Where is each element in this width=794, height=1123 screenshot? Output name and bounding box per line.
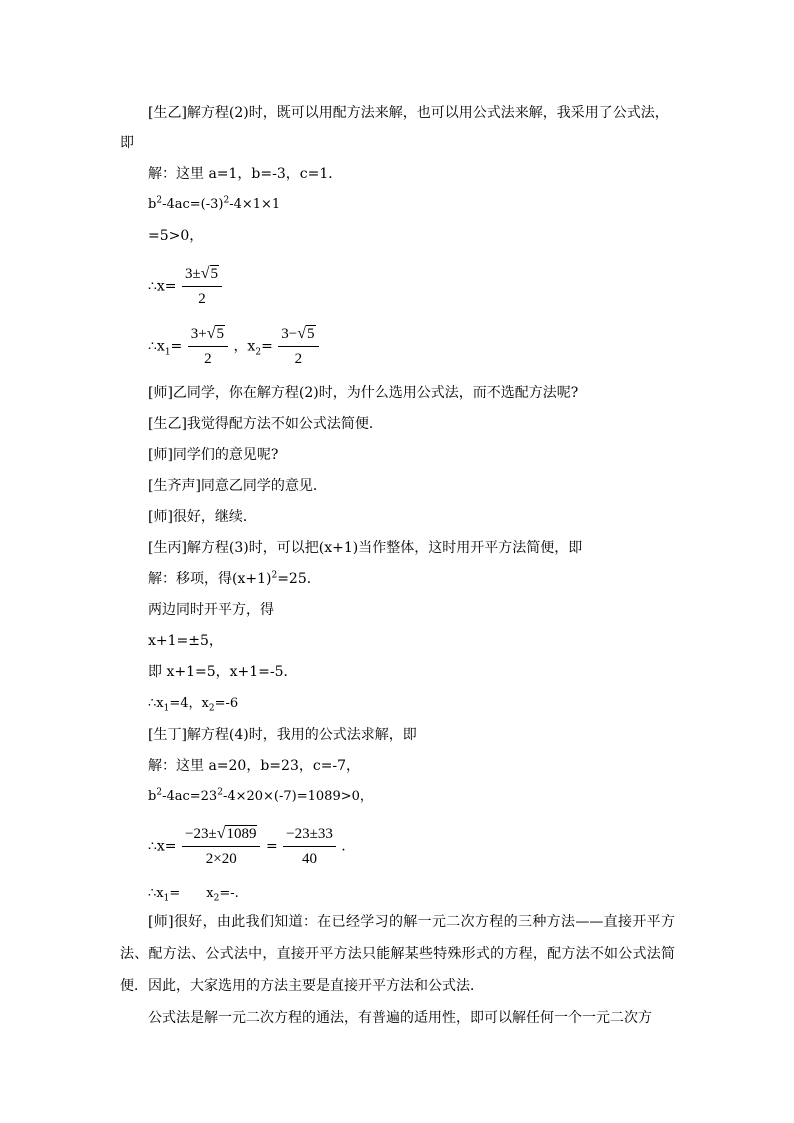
sqrt-symbol: √5 bbox=[200, 265, 219, 282]
fraction: $\frac{3\pm√5}{2}$ bbox=[182, 264, 222, 309]
paragraph: 公式法是解一元二次方程的通法，有普遍的适用性，即可以解任何一个一元二次方 bbox=[148, 1010, 652, 1026]
equation-line: 解：移项，得$(x+1)^2=25$． bbox=[148, 570, 321, 587]
equation-line: $\therefore x_1=$ $x_2=-$. bbox=[148, 886, 239, 904]
text-line: [生齐声]同意乙同学的意见． bbox=[148, 478, 327, 494]
fraction: $\frac{3-√5}{2}$ bbox=[278, 324, 318, 369]
equation-line: $b^2-4ac=(-3)^2-4\times 1\times 1$ bbox=[148, 195, 281, 212]
equation-line: $b^2-4ac=23^2-4\times 20\times(-7)=1089>0$， bbox=[148, 787, 373, 804]
text-line: [生乙]我觉得配方法不如公式法简便． bbox=[148, 416, 383, 432]
text-line: [生丁]解方程(4)时，我用的公式法求解，即 bbox=[148, 727, 417, 743]
text-line: [生乙]解方程(2)时，既可以用配方法来解，也可以用公式法来解，我采用了公式法， bbox=[148, 105, 669, 121]
text-line: [师]很好，继续． bbox=[148, 509, 257, 525]
text-line: [生丙]解方程(3)时，可以把(x+1)当作整体，这时用开平方法简便，即 bbox=[148, 540, 583, 556]
fraction: $\frac{-23\pm√1089}{2\times 20}$ bbox=[182, 824, 260, 869]
text-line: 解：这里 a=1，b=-3，c=1． bbox=[148, 166, 343, 182]
text-line: 即 bbox=[120, 135, 134, 151]
equation-line: =5>0， bbox=[148, 228, 204, 244]
paragraph: [师]很好，由此我们知道：在已经学习的解一元二次方程的三种方法——直接开平方法、配方法、公式法中，直接开平方法只能解某些特殊形式的方程，配方法不如公式法简便．因此，大家选用的方法主要是直接开平方法和公式法． bbox=[120, 914, 675, 994]
equation-line: $\therefore x_1=4$，$x_2=-6$ bbox=[148, 696, 239, 714]
fraction-equation: ∴x= $\frac{3\pm√5}{2}$ bbox=[148, 264, 223, 309]
text-line: 两边同时开平方，得 bbox=[148, 602, 274, 618]
text-line: [师]乙同学，你在解方程(2)时，为什么选用公式法，而不选配方法呢? bbox=[148, 385, 579, 401]
fraction: $\frac{3+√5}{2}$ bbox=[188, 324, 228, 369]
equation-line: 解：这里 a=20，b=23，c=-7， bbox=[148, 758, 361, 774]
fraction-equation: $\therefore x_1=$ $\frac{3+√5}{2}$ ，$x_2=$ $\frac{3-√5}{2}$ bbox=[148, 324, 320, 369]
fraction: $\frac{-23\pm 33}{40}$ bbox=[283, 824, 336, 869]
fraction-equation: ∴x= $\frac{-23\pm√1089}{2\times 20}$ = $\frac{-23\pm 33}{40}$ . bbox=[148, 825, 346, 867]
equation-line: x+1=±5， bbox=[148, 633, 223, 649]
text-line: [师]同学们的意见呢? bbox=[148, 447, 279, 463]
equation-line: 即 x+1=5，x+1=-5． bbox=[148, 664, 298, 680]
